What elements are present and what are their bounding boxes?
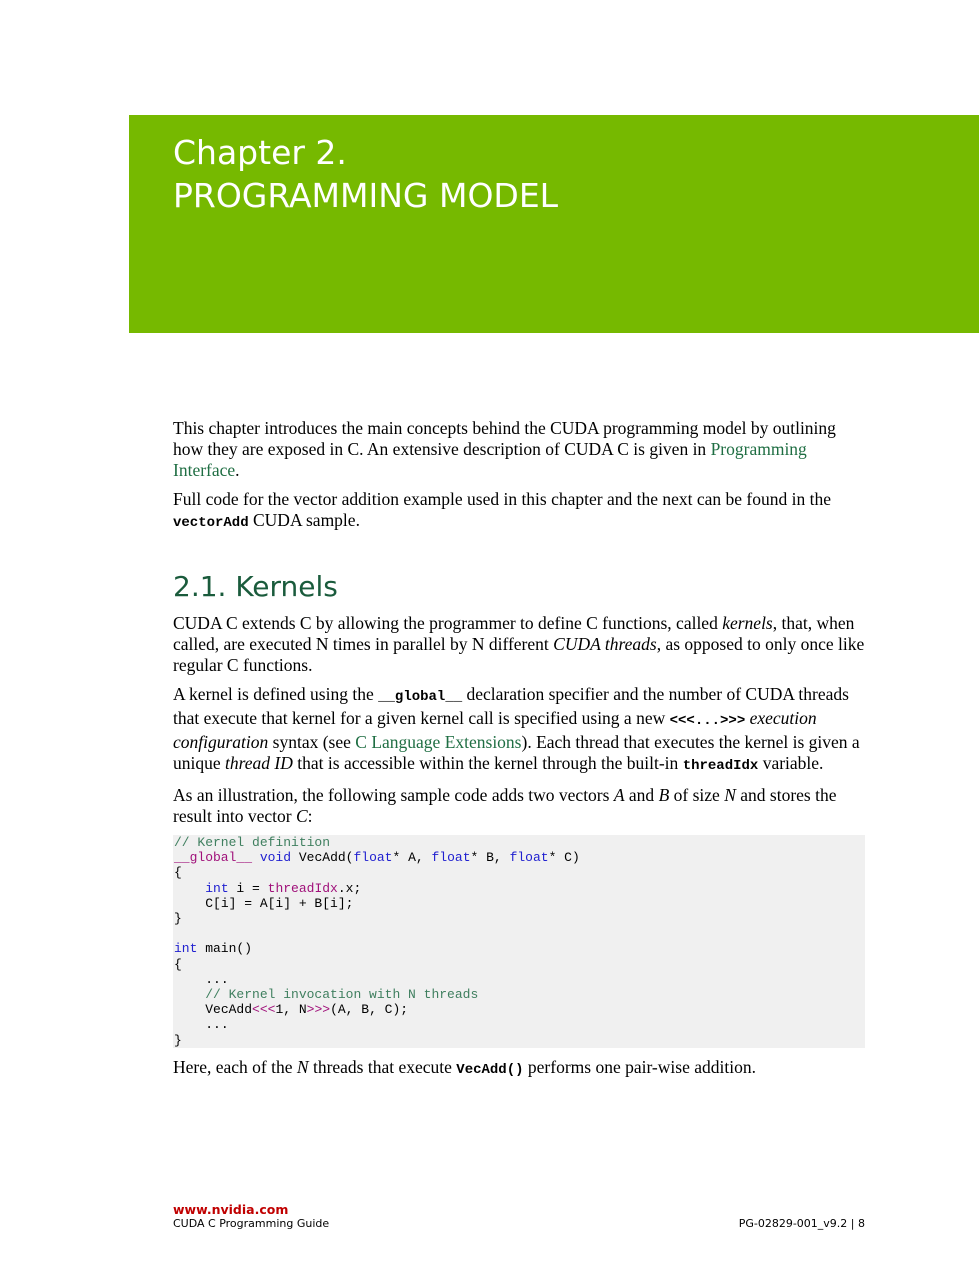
var-b: B [658, 785, 670, 805]
text: that is accessible within the kernel through the built-in [297, 753, 679, 773]
programming-interface-link[interactable]: Programming Interface [173, 439, 807, 480]
code-comment: // Kernel definition [174, 835, 331, 850]
section-heading: 2.1. Kernels [173, 570, 338, 603]
code-token: } [174, 1032, 182, 1048]
intro-text: This chapter introduces the main concepts behind the CUDA programming model by outlining how they are exposed in C. An extensive description of CUDA C is given in [173, 418, 836, 459]
code-token: VecAdd [205, 1002, 253, 1018]
vectoradd-code: vectorAdd [173, 515, 249, 531]
text: syntax (see [272, 732, 351, 752]
emphasis-execution-configuration: execution configuration [173, 708, 817, 752]
text: : [307, 806, 313, 826]
code-block [173, 835, 865, 1048]
text: threads that execute [312, 1056, 452, 1077]
text: As an illustration, the following sample code adds two vectors [173, 785, 610, 805]
code-token: { [174, 865, 182, 881]
code-comment: // Kernel invocation with N threads [205, 987, 479, 1003]
guide-title: CUDA C Programming Guide [173, 1217, 330, 1230]
emphasis-cuda-threads: CUDA threads [553, 634, 657, 654]
kernels-paragraph-3 [173, 785, 865, 827]
intro-period: . [235, 460, 240, 480]
c-language-extensions-link[interactable]: C Language Extensions [355, 732, 522, 752]
code-token: { [174, 956, 182, 972]
kernels-paragraph-4 [173, 1057, 865, 1081]
threadidx-code: threadIdx [682, 758, 759, 774]
chapter-title [173, 131, 558, 217]
code-token: 1, N [275, 1002, 307, 1018]
chapter-number: Chapter 2. [173, 133, 347, 172]
text: of size [673, 785, 720, 805]
text: declaration specifier and the number of CUDA threads that execute that kernel for a given kernel call is specified using a new [173, 684, 849, 728]
emphasis-kernels: kernels [722, 613, 773, 633]
main-content [173, 418, 865, 1089]
text: , as opposed to only once like regular C functions. [173, 634, 865, 675]
code-token: __global__ [174, 850, 253, 866]
nvidia-url-link[interactable]: www.nvidia.com [173, 1202, 289, 1217]
code-token: >>> [306, 1002, 331, 1018]
var-c: C [295, 806, 308, 826]
text: and stores the result into vector [173, 785, 837, 826]
code-token: ... [205, 971, 229, 987]
intro-paragraph-1 [173, 418, 865, 481]
intro-text-2a: Full code for the vector addition example used in this chapter and the next can be found in the [173, 489, 831, 509]
text: variable. [762, 753, 824, 773]
vecadd-code: VecAdd() [456, 1061, 524, 1078]
code-token: float [431, 850, 471, 866]
code-token: threadIdx [267, 880, 338, 896]
code-token: <<< [252, 1002, 276, 1018]
var-n: N [724, 785, 736, 805]
code-token: main() [197, 941, 253, 957]
code-token: * A, [392, 850, 424, 866]
chapter-banner [129, 115, 979, 333]
intro-paragraph-2 [173, 489, 865, 534]
execution-config-code: <<<...>>> [669, 713, 746, 729]
var-a: A [613, 785, 625, 805]
code-token: float [353, 850, 393, 866]
code-token: i = [228, 880, 268, 896]
code-token: C[i] = A[i] + B[i]; [205, 895, 354, 911]
var-n: N [296, 1056, 309, 1077]
code-token: float [509, 850, 549, 866]
text: ). Each thread that executes the kernel is given a unique [173, 732, 860, 773]
code-token: .x; [337, 880, 362, 896]
kernels-paragraph-2 [173, 684, 865, 777]
code-token: int [205, 880, 229, 896]
doc-id-page-number: PG-02829-001_v9.2 | 8 [738, 1217, 865, 1230]
emphasis-thread-id: thread ID [225, 753, 293, 773]
code-token: void [259, 850, 292, 866]
code-token: (A, B, C); [330, 1002, 409, 1018]
intro-text-2b: CUDA sample. [253, 510, 360, 530]
global-keyword-code: __global__ [378, 689, 463, 705]
code-token: VecAdd( [298, 850, 354, 866]
text: , that, when called, are executed N times in parallel by N different [173, 613, 855, 654]
text: performs one pair-wise addition. [527, 1056, 756, 1077]
code-token: } [174, 911, 182, 927]
code-token: * C) [548, 850, 580, 866]
text: Here, each of the [173, 1056, 293, 1077]
code-token: * B, [470, 850, 502, 866]
code-token: ... [205, 1017, 229, 1033]
chapter-name: PROGRAMMING MODEL [173, 176, 559, 215]
code-token: int [174, 941, 198, 957]
text: and [628, 785, 655, 805]
page-footer [173, 1203, 865, 1231]
text: A kernel is defined using the [173, 684, 374, 704]
kernels-paragraph-1 [173, 613, 865, 676]
text: CUDA C extends C by allowing the programmer to define C functions, called [173, 613, 718, 633]
